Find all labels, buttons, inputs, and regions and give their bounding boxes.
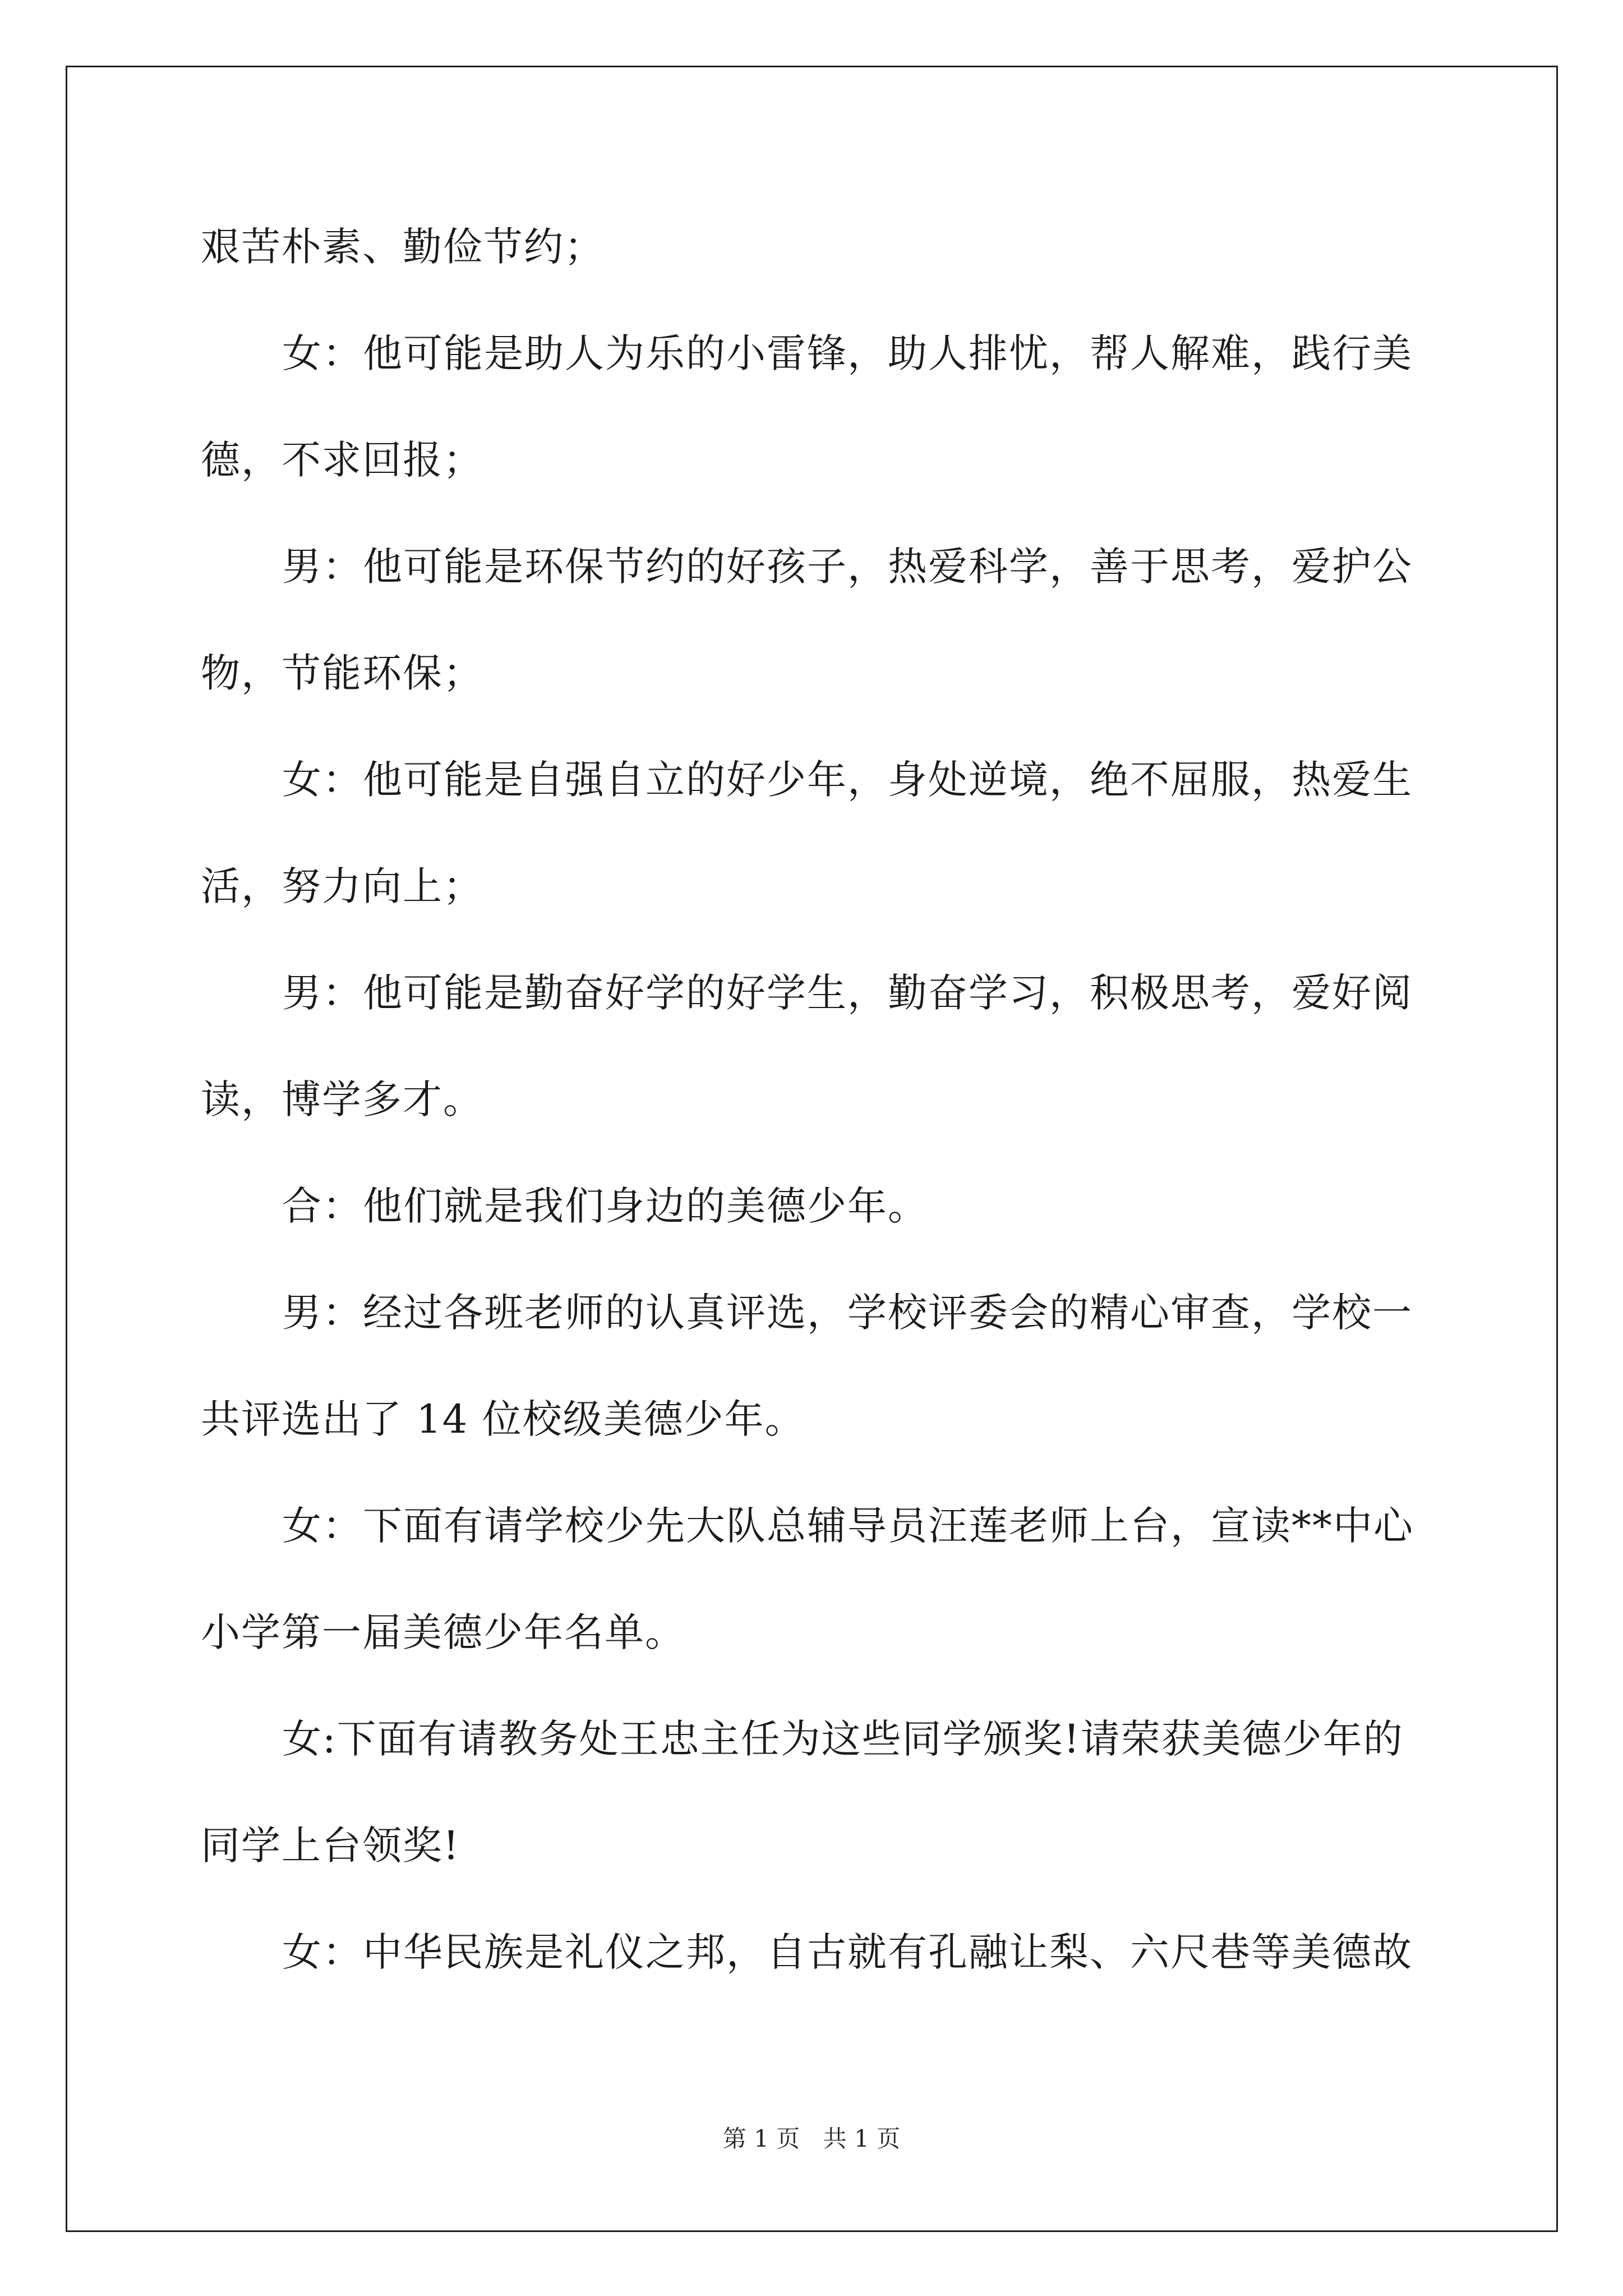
text-line: 合：他们就是我们身边的美德少年。 bbox=[282, 1183, 928, 1229]
text-line: 男：经过各班老师的认真评选，学校评委会的精心审查，学校一 bbox=[282, 1290, 1413, 1336]
text-line: 女：他可能是助人为乐的小雷锋，助人排忧，帮人解难，践行美 bbox=[282, 330, 1413, 376]
total-pages: 共 1 页 bbox=[823, 2125, 901, 2152]
page-footer bbox=[0, 2122, 1623, 2156]
text-line: 女:下面有请教务处王忠主任为这些同学颁奖!请荣获美德少年的 bbox=[282, 1716, 1404, 1762]
text-line: 男：他可能是勤奋好学的好学生，勤奋学习，积极思考，爱好阅 bbox=[282, 970, 1413, 1016]
text-line: 女：他可能是自强自立的好少年，身处逆境，绝不屈服，热爱生 bbox=[282, 757, 1413, 803]
text-line: 同学上台领奖! bbox=[201, 1823, 460, 1869]
text-line: 女：下面有请学校少先大队总辅导员汪莲老师上台，宣读**中心 bbox=[282, 1503, 1414, 1549]
text-line: 小学第一届美德少年名单。 bbox=[201, 1609, 685, 1655]
text-line: 女：中华民族是礼仪之邦，自古就有孔融让梨、六尺巷等美德故 bbox=[282, 1929, 1413, 1975]
page-number: 第 1 页 bbox=[722, 2125, 800, 2152]
text-line: 男：他可能是环保节约的好孩子，热爱科学，善于思考，爱护公 bbox=[282, 544, 1413, 590]
page-border bbox=[66, 66, 1558, 2232]
text-line: 艰苦朴素、勤俭节约； bbox=[201, 224, 605, 270]
text-line: 德，不求回报； bbox=[201, 437, 483, 483]
text-line: 活，努力向上； bbox=[201, 863, 483, 909]
text-line: 读，博学多才。 bbox=[201, 1076, 483, 1122]
text-line: 物，节能环保； bbox=[201, 650, 483, 696]
text-line: 共评选出了 14 位校级美德少年。 bbox=[201, 1396, 805, 1442]
